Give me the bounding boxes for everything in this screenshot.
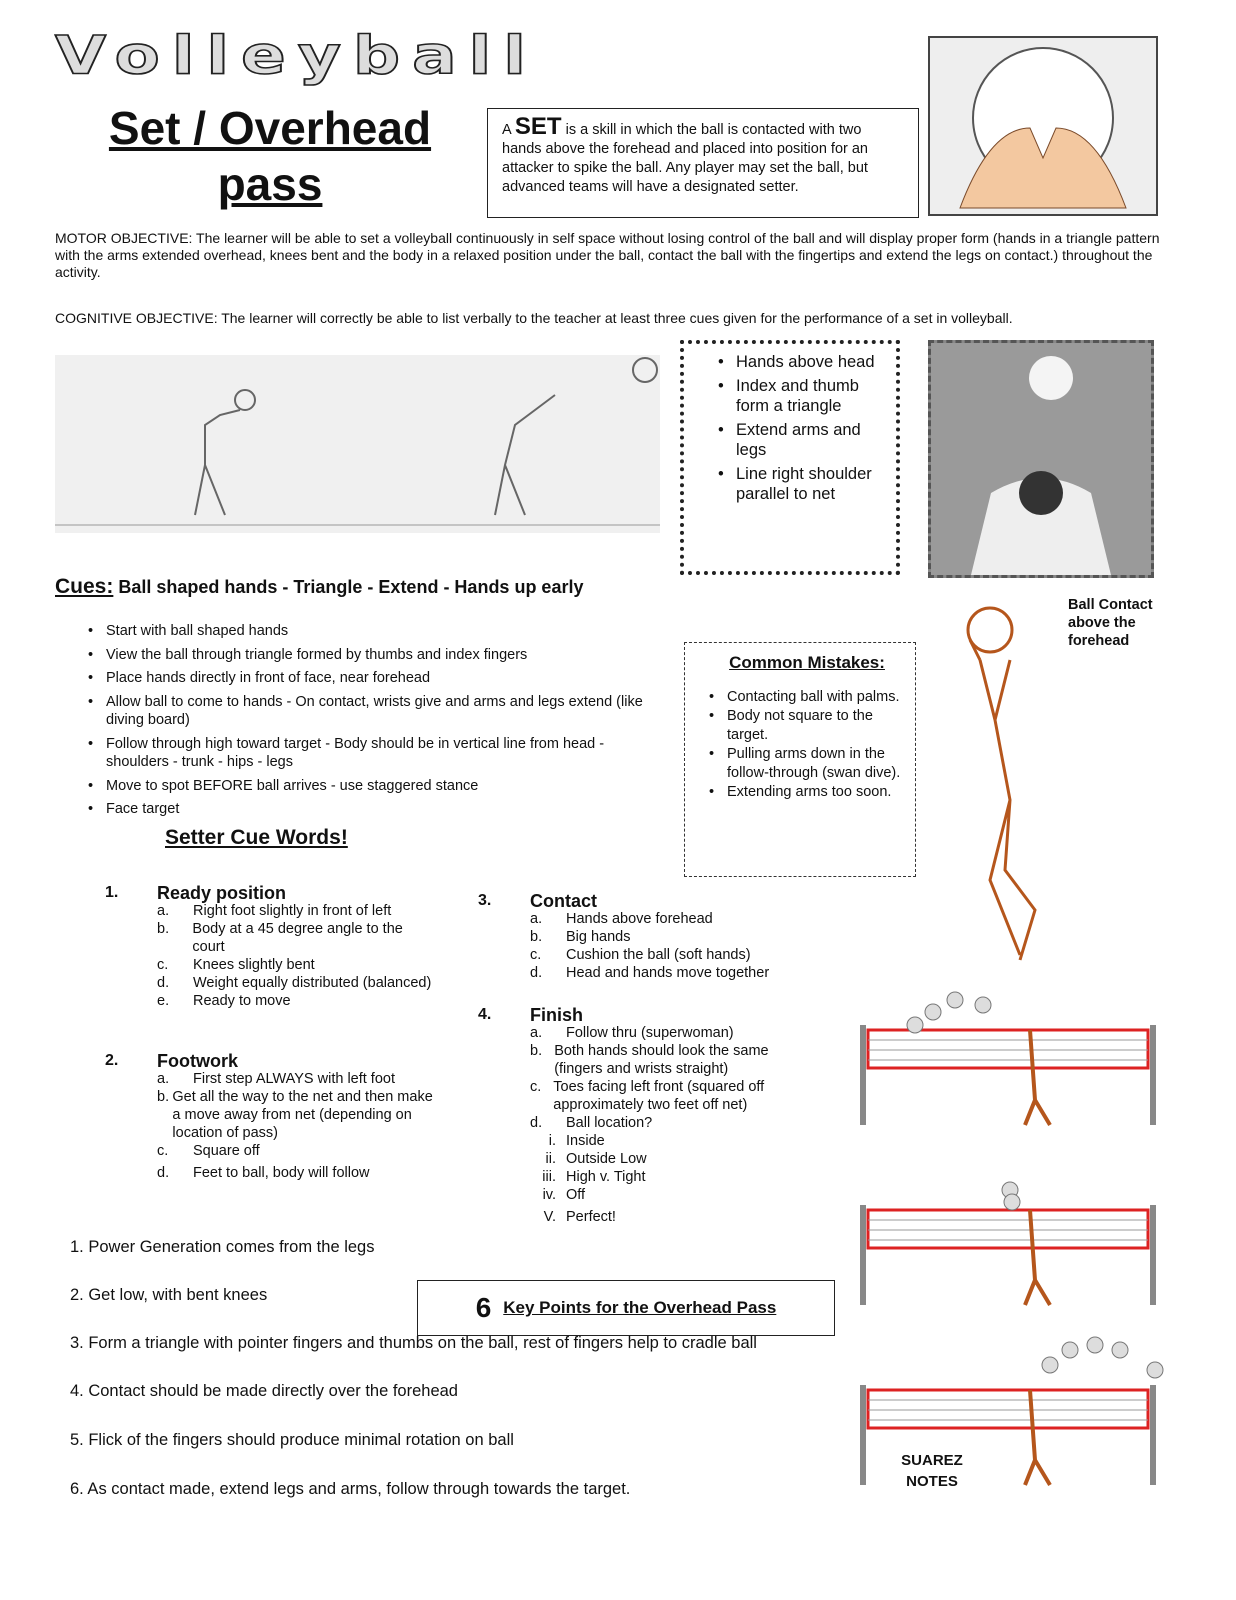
sub-numeral: iv. bbox=[542, 1187, 556, 1203]
key-points-number: 6 bbox=[475, 1292, 492, 1323]
def-text: is a skill in which the ball is contacted with two hands above the forehead and placed into position for an attacker to spike the ball. Any player may set the ball, but advanced teams will have a designated setter. bbox=[502, 122, 868, 195]
item-text: Cushion the ball (soft hands) bbox=[566, 947, 751, 963]
hands-on-ball-image bbox=[928, 36, 1158, 216]
key-point: 2. Get low, with bent knees bbox=[70, 1286, 268, 1304]
item-letter: c. bbox=[530, 947, 542, 963]
cue-bullet: • View the ball through triangle formed by thumbs and index fingers bbox=[88, 646, 648, 665]
cognitive-objective: COGNITIVE OBJECTIVE: The learner will correctly be able to list verbally to the teacher at least three cues given for the performance of a set in volleyball. bbox=[55, 310, 1013, 326]
mistake-item: • Body not square to the target. bbox=[709, 707, 905, 745]
cue-bullet: • Allow ball to come to hands - On contact, wrists give and arms and legs extend (like diving board) bbox=[88, 693, 648, 730]
mistake-item: • Pulling arms down in the follow-through (swan dive). bbox=[709, 745, 905, 783]
cue-bullet: • Follow through high toward target - Body should be in vertical line from head - shoulders - trunk - hips - legs bbox=[88, 735, 648, 772]
item-letter: d. bbox=[530, 1115, 543, 1131]
credit-label: SUAREZ NOTES bbox=[901, 1452, 963, 1490]
key-point: 1. Power Generation comes from the legs bbox=[70, 1238, 375, 1256]
item-text: First step ALWAYS with left foot bbox=[193, 1071, 395, 1087]
cue-bullet: • Face target bbox=[88, 800, 648, 819]
item-text: Ball location? bbox=[566, 1115, 653, 1131]
tip-item: • Hands above head bbox=[718, 352, 886, 372]
net-setting-diagrams bbox=[855, 990, 1165, 1510]
section-title: Contact bbox=[530, 891, 597, 911]
item-text: Weight equally distributed (balanced) bbox=[193, 975, 432, 991]
tip-item: • Extend arms and legs bbox=[718, 420, 886, 460]
mistake-item: • Extending arms too soon. bbox=[709, 783, 905, 802]
item-text: Feet to ball, body will follow bbox=[193, 1165, 370, 1181]
section-num: 4. bbox=[478, 1006, 492, 1023]
setter-figure-drawing bbox=[950, 600, 1060, 970]
common-mistakes-box bbox=[684, 642, 916, 877]
section-title: Footwork bbox=[157, 1051, 238, 1071]
item-letter: c. bbox=[157, 1143, 169, 1159]
item-text: Hands above forehead bbox=[566, 911, 713, 927]
sub-numeral: ii. bbox=[545, 1151, 556, 1167]
ball-contact-caption: Ball Contact above the forehead bbox=[1068, 597, 1153, 649]
item-letter: a. bbox=[157, 903, 170, 919]
cue-bullets bbox=[88, 622, 648, 824]
item-text: Right foot slightly in front of left bbox=[193, 903, 392, 919]
item-letter: a. bbox=[157, 1071, 170, 1087]
key-points-title: Key Points for the Overhead Pass bbox=[503, 1298, 777, 1317]
item-text: Both hands should look the same (fingers and wrists straight) bbox=[554, 1043, 769, 1077]
item-text: Knees slightly bent bbox=[193, 957, 315, 973]
sub-text: Outside Low bbox=[566, 1151, 647, 1167]
item-text: Big hands bbox=[566, 929, 631, 945]
definition-box bbox=[487, 108, 919, 218]
sub-text: Off bbox=[566, 1187, 586, 1203]
item-letter: e. bbox=[157, 993, 170, 1009]
key-point: 3. Form a triangle with pointer fingers and thumbs on the ball, rest of fingers help to cradle ball bbox=[70, 1334, 757, 1352]
section-title: Finish bbox=[530, 1005, 583, 1025]
sub-numeral: V. bbox=[543, 1209, 556, 1225]
setter-photo bbox=[928, 340, 1154, 578]
sub-text: Inside bbox=[566, 1133, 605, 1149]
cues-text: Ball shaped hands - Triangle - Extend - Hands up early bbox=[118, 577, 584, 597]
item-letter: a. bbox=[530, 1025, 543, 1041]
item-letter: d. bbox=[157, 975, 170, 991]
section-num: 3. bbox=[478, 892, 492, 909]
section-finish bbox=[478, 1006, 818, 1226]
cues-label: Cues: bbox=[55, 575, 114, 598]
sub-text: Perfect! bbox=[566, 1209, 616, 1225]
sub-numeral: iii. bbox=[542, 1169, 556, 1185]
key-points-box bbox=[417, 1280, 835, 1336]
item-text: Ready to move bbox=[193, 993, 291, 1009]
item-letter: c. bbox=[157, 957, 169, 973]
tip-item: • Index and thumb form a triangle bbox=[718, 376, 886, 416]
item-letter: b. bbox=[530, 1043, 543, 1059]
section-title: Ready position bbox=[157, 883, 287, 903]
item-text: Head and hands move together bbox=[566, 965, 770, 981]
item-letter: d. bbox=[530, 965, 543, 981]
item-letter: a. bbox=[530, 911, 543, 927]
item-letter: d. bbox=[157, 1165, 170, 1181]
cue-bullet: • Move to spot BEFORE ball arrives - use staggered stance bbox=[88, 777, 648, 796]
item-text: Body at a 45 degree angle to the court bbox=[192, 921, 403, 955]
item-letter: c. bbox=[530, 1079, 542, 1095]
section-num: 2. bbox=[105, 1052, 119, 1069]
item-text: Get all the way to the net and then make a move away from net (depending on location of pass) bbox=[172, 1089, 433, 1141]
item-text: Toes facing left front (squared off approximately two feet off net) bbox=[553, 1079, 765, 1113]
motor-objective: MOTOR OBJECTIVE: The learner will be able to set a volleyball continuously in self space without losing control of the ball and will display proper form (hands in a triangle pattern with the arms extended overhead, knees bent and the body in a relaxed position under the ball, contact the ball with the fingertips and extend the legs on contact.) throughout the activity. bbox=[55, 230, 1160, 280]
key-point: 5. Flick of the fingers should produce minimal rotation on ball bbox=[70, 1431, 514, 1449]
section-num: 1. bbox=[105, 884, 119, 901]
sub-numeral: i. bbox=[548, 1133, 556, 1149]
setter-cue-words-title: Setter Cue Words! bbox=[165, 826, 348, 849]
volleyball-logo: Volleyball bbox=[55, 24, 538, 87]
setting-sequence-image bbox=[55, 355, 660, 533]
key-point: 6. As contact made, extend legs and arms, follow through towards the target. bbox=[70, 1480, 631, 1498]
cues-line bbox=[55, 575, 583, 599]
item-text: Follow thru (superwoman) bbox=[566, 1025, 734, 1041]
tip-item: • Line right shoulder parallel to net bbox=[718, 464, 886, 504]
mistake-item: • Contacting ball with palms. bbox=[709, 688, 905, 707]
section-ready-position bbox=[105, 884, 435, 1010]
item-letter: b. bbox=[157, 1089, 170, 1105]
section-footwork bbox=[105, 1052, 435, 1182]
cue-bullet: • Start with ball shaped hands bbox=[88, 622, 648, 641]
cue-bullet: • Place hands directly in front of face, near forehead bbox=[88, 669, 648, 688]
mistakes-title: Common Mistakes: bbox=[729, 653, 885, 672]
key-point: 4. Contact should be made directly over the forehead bbox=[70, 1382, 458, 1400]
def-lead: A bbox=[502, 122, 511, 138]
tips-box bbox=[680, 340, 900, 575]
def-term: SET bbox=[514, 113, 562, 140]
item-letter: b. bbox=[530, 929, 543, 945]
item-letter: b. bbox=[157, 921, 170, 937]
item-text: Square off bbox=[193, 1143, 260, 1159]
section-contact bbox=[478, 892, 818, 982]
page-title: Set / Overhead pass bbox=[108, 102, 432, 210]
sub-text: High v. Tight bbox=[566, 1169, 646, 1185]
